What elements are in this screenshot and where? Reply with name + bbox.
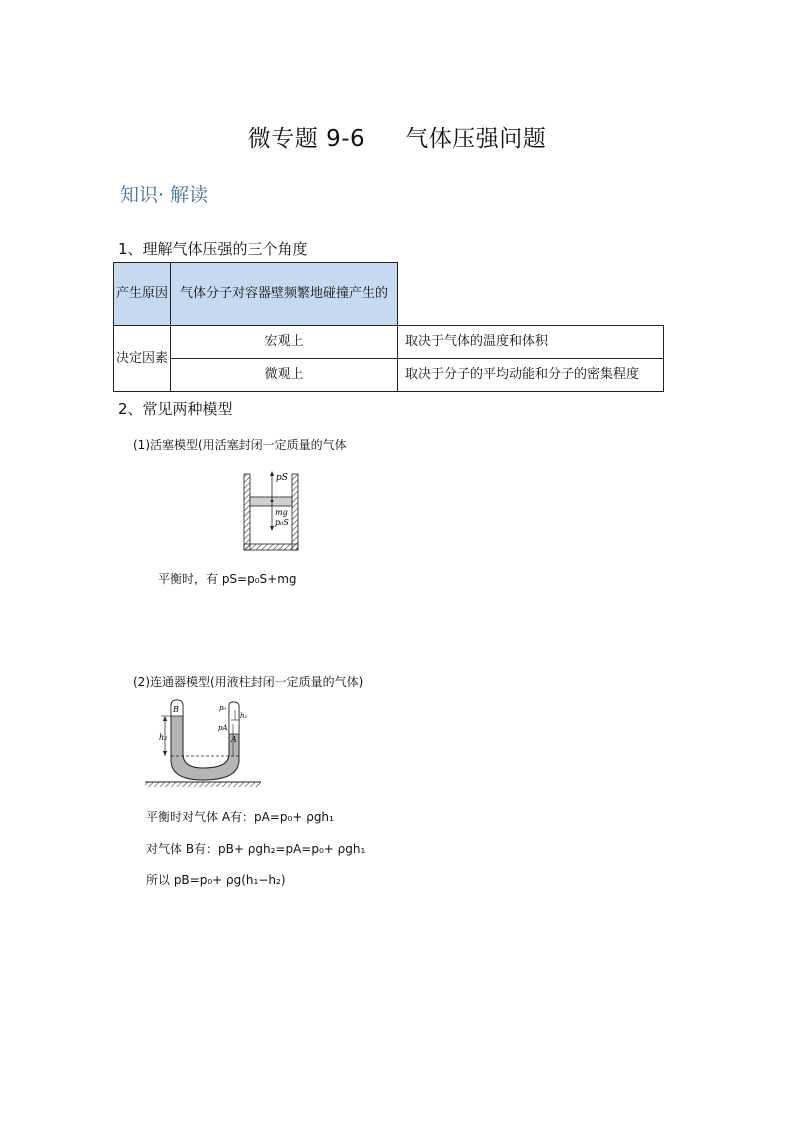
piston-diagram <box>236 462 306 554</box>
section-subtitle: 知识· 解读 <box>120 184 209 206</box>
label-pA: pA <box>218 724 228 732</box>
ground <box>145 782 261 787</box>
pressure-table <box>113 262 664 392</box>
equation-gas-B: 对气体 B有：pB+ ρgh₂=pA=p₀+ ρgh₁ <box>146 842 366 856</box>
cell-empty <box>398 263 664 326</box>
label-pS: pS <box>276 473 288 483</box>
piston-equation: 平衡时，有 pS=p₀S+mg <box>158 572 297 586</box>
cell-decide-label: 决定因素 <box>114 326 171 392</box>
cell-micro-scope: 微观上 <box>171 359 398 392</box>
cell-cause-label: 产生原因 <box>114 263 171 326</box>
label-B: B <box>173 705 179 714</box>
section2-heading: 2、常见两种模型 <box>118 400 233 418</box>
page-title <box>0 120 794 153</box>
cell-macro-scope: 宏观上 <box>171 326 398 359</box>
title-topic: 气体压强问题 <box>405 126 547 152</box>
cell-cause-content: 气体分子对容器壁频繁地碰撞产生的 <box>171 263 398 326</box>
table-row <box>114 263 664 326</box>
equation-gas-A: 平衡时对气体 A有：pA=p₀+ ρgh₁ <box>146 810 334 824</box>
label-mg: mg <box>275 508 288 517</box>
label-p0S: p₀S <box>275 518 289 527</box>
label-h2: h₂ <box>159 733 168 742</box>
label-A: A <box>231 735 237 744</box>
cylinder-bottom <box>244 544 298 550</box>
label-p0: p₀ <box>219 704 227 712</box>
model1-title: (1)活塞模型(用活塞封闭一定质量的气体 <box>133 438 347 452</box>
cell-micro-content: 取决于分子的平均动能和分子的密集程度 <box>398 359 664 392</box>
equation-result: 所以 pB=p₀+ ρg(h₁−h₂) <box>146 873 286 887</box>
model2-title: (2)连通器模型(用液柱封闭一定质量的气体) <box>133 675 364 689</box>
cylinder-left-wall <box>244 474 250 550</box>
cylinder-right-wall <box>292 474 298 550</box>
gas-A <box>229 702 239 734</box>
label-h1: h₁ <box>240 712 248 720</box>
table-row <box>114 359 664 392</box>
u-tube-diagram <box>143 696 263 788</box>
title-main: 微专题 9-6 <box>247 126 366 152</box>
cell-macro-content: 取决于气体的温度和体积 <box>398 326 664 359</box>
table-row <box>114 326 664 359</box>
section1-heading: 1、理解气体压强的三个角度 <box>118 240 308 258</box>
